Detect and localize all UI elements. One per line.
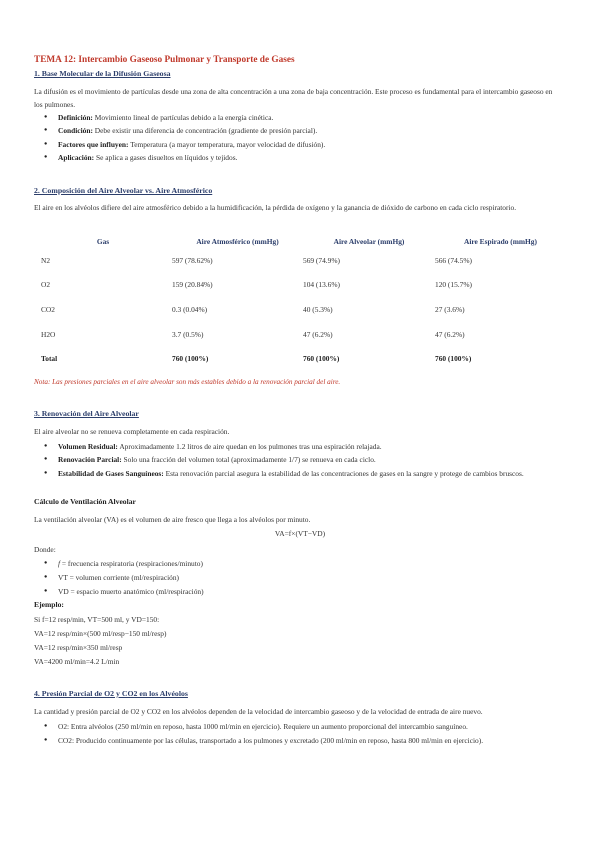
formula: VA=f×(VT−VD) (274, 529, 326, 538)
section-2-heading: 2. Composición del Aire Alveolar vs. Aire Atmosférico (34, 186, 213, 195)
table-cell: O2 (41, 280, 51, 290)
table-cell: 760 (100%) (303, 354, 340, 364)
table-cell: 566 (74.5%) (435, 255, 472, 265)
section-1-heading: 1. Base Molecular de la Difusión Gaseosa (34, 69, 171, 78)
table-header-row (34, 234, 566, 248)
section-3-heading: 3. Renovación del Aire Alveolar (34, 409, 139, 418)
table-cell: H2O (41, 329, 56, 339)
table-header: Aire Alveolar (mmHg) (333, 236, 405, 246)
table-cell: 47 (6.2%) (435, 329, 465, 339)
s3-bullet: ● Estabilidad de Gases Sanguíneos: Esta renovación parcial asegura la estabilidad de las concentraciones de gases en la sangre y protege de cambios bruscos. (58, 467, 536, 480)
section-4-heading: 4. Presión Parcial de O2 y CO2 en los Alvéolos (34, 689, 188, 698)
s1-bullet: ● Factores que influyen: Temperatura (a mayor temperatura, mayor velocidad de difusión). (58, 138, 558, 151)
donde-label: Donde: (34, 545, 56, 554)
section-4-intro: La cantidad y presión parcial de O2 y CO2 en los alvéolos dependen de la velocidad de intercambio gaseoso y de la velocidad de entrada de aire nuevo. (34, 707, 483, 716)
example-line: VA=4200 ml/min=4.2 L/min (34, 657, 120, 666)
def-bullet: ● VT = volumen corriente (ml/respiración) (58, 571, 558, 584)
s1-bullet: ● Definición: Movimiento lineal de partículas debido a la energía cinética. (58, 111, 558, 124)
example-line: Si f=12 resp/min, VT=500 ml, y VD=150: (34, 615, 160, 624)
table-header: Gas (96, 236, 110, 246)
table-cell: N2 (41, 255, 51, 265)
def-bullet: ● f = frecuencia respiratoria (respiraciones/minuto) (58, 557, 558, 570)
section-3-intro: El aire alveolar no se renueva completamente en cada respiración. (34, 427, 230, 436)
table-cell: 760 (100%) (435, 354, 472, 364)
table-cell: 47 (6.2%) (303, 329, 333, 339)
table-row (34, 322, 566, 347)
table-cell: 569 (74.9%) (303, 255, 340, 265)
s3-bullet: ● Volumen Residual: Aproximadamente 1.2 litros de aire quedan en los pulmones tras una espiración relajada. (58, 440, 558, 453)
table-cell: 120 (15.7%) (435, 280, 472, 290)
s1-bullet: ● Aplicación: Se aplica a gases disueltos en líquidos y tejidos. (58, 151, 558, 164)
section-2-intro: El aire en los alvéolos difiere del aire atmosférico debido a la humidificación, la pérdida de oxígeno y la ganancia de dióxido de carbono en cada ciclo respiratorio. (34, 203, 517, 212)
s3-bullet: ● Renovación Parcial: Solo una fracción del volumen total (aproximadamente 1/7) se renueva en cada ciclo. (58, 453, 558, 466)
s1-bullet: ● Condición: Debe existir una diferencia de concentración (gradiente de presión parcial). (58, 124, 558, 137)
table-cell: 40 (5.3%) (303, 304, 333, 314)
s4-bullet: ● CO2: Producido continuamente por las células, transportado a los pulmones y excretado (200 ml/min en reposo, hasta 800 ml/min en ejercicio). (58, 734, 536, 747)
example-heading: Ejemplo: (34, 600, 64, 609)
table-cell: 104 (13.6%) (303, 280, 340, 290)
table-row (34, 297, 566, 322)
table-note: Nota: Las presiones parciales en el aire alveolar son más estables debido a la renovación parcial del aire. (34, 378, 341, 386)
table-cell: CO2 (41, 304, 55, 314)
def-bullet: ● VD = espacio muerto anatómico (ml/respiración) (58, 585, 558, 598)
table-header: Aire Espirado (mmHg) (464, 236, 537, 246)
section-1-intro: La difusión es el movimiento de partículas desde una zona de alta concentración a una zona de baja concentración. Este proceso es fundamental para el intercambio gaseoso en los pulmones. (34, 87, 553, 109)
table-cell: 159 (20.84%) (172, 280, 213, 290)
table-header: Aire Atmosférico (mmHg) (196, 236, 279, 246)
gas-composition-table (34, 234, 566, 371)
example-line: VA=12 resp/min×(500 ml/resp−150 ml/resp) (34, 629, 167, 638)
table-cell: 27 (3.6%) (435, 304, 465, 314)
document-title: TEMA 12: Intercambio Gaseoso Pulmonar y Transporte de Gases (34, 55, 295, 65)
table-cell: Total (41, 354, 58, 364)
example-line: VA=12 resp/min×350 ml/resp (34, 643, 123, 652)
table-row (34, 273, 566, 298)
table-cell: 3.7 (0.5%) (172, 329, 204, 339)
calc-intro: La ventilación alveolar (VA) es el volumen de aire fresco que llega a los alvéolos por minuto. (34, 515, 311, 524)
table-cell: 0.3 (0.04%) (172, 304, 208, 314)
table-cell: 760 (100%) (172, 354, 209, 364)
s4-bullet: ● O2: Entra alvéolos (250 ml/min en reposo, hasta 1000 ml/min en ejercicio). Requiere un aumento proporcional del intercambio sanguíneo. (58, 720, 558, 733)
calc-heading: Cálculo de Ventilación Alveolar (34, 497, 136, 506)
table-row (34, 248, 566, 273)
table-total-row (34, 346, 566, 371)
table-cell: 597 (78.62%) (172, 255, 213, 265)
